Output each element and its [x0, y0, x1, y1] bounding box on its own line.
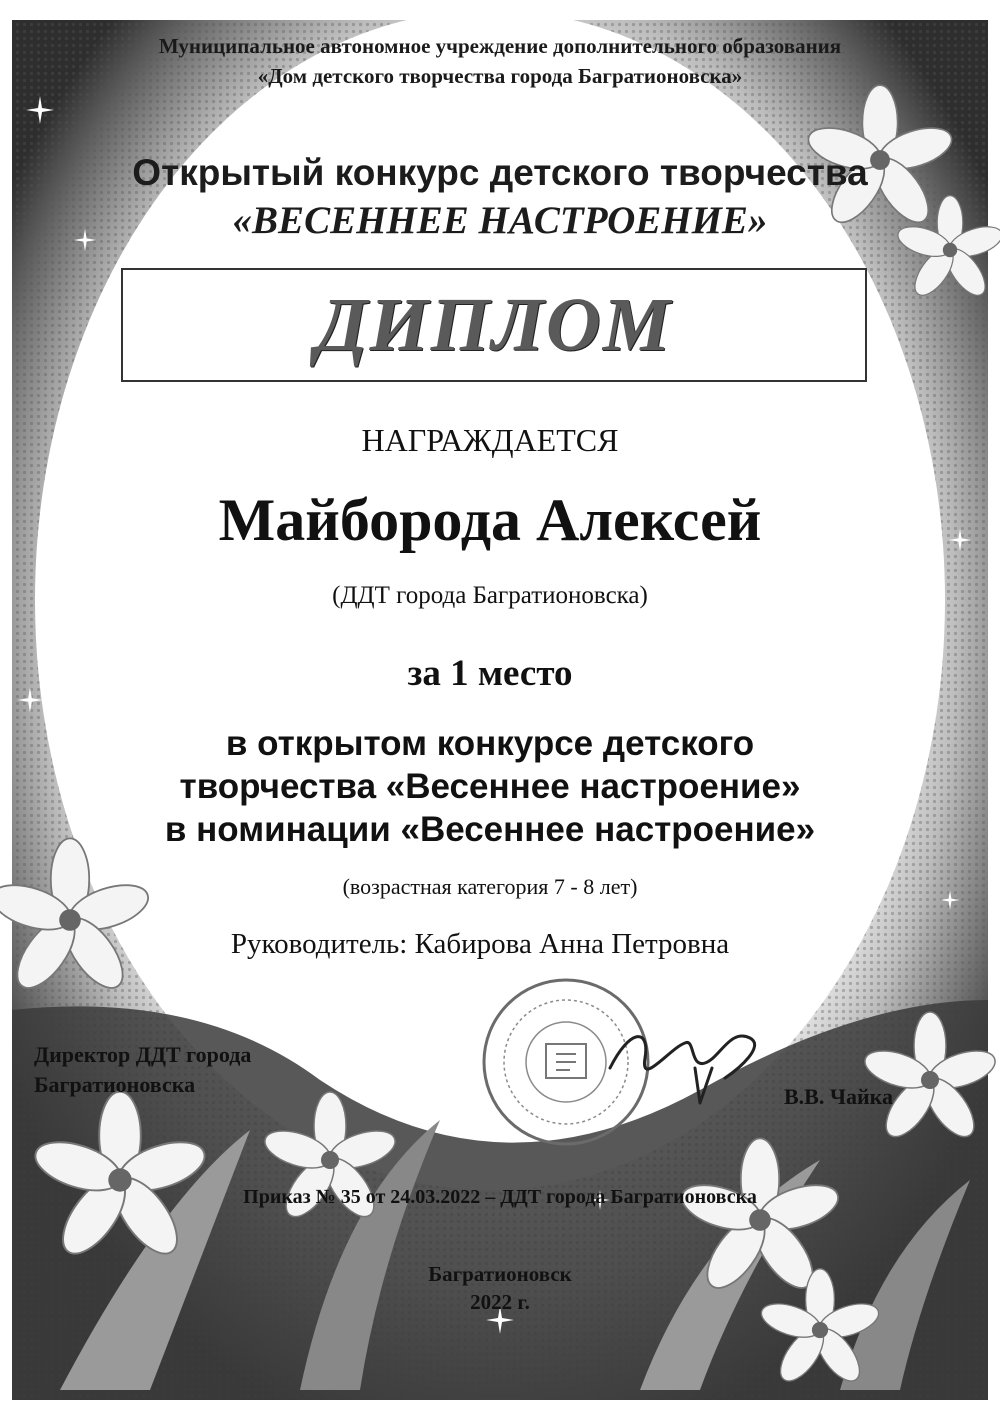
signature-icon — [600, 1008, 780, 1108]
organization-line-2: «Дом детского творчества города Багратионовска» — [257, 64, 743, 88]
leader-line: Руководитель: Кабирова Анна Петровна — [230, 928, 730, 960]
awarded-label: НАГРАЖДАЕТСЯ — [361, 422, 619, 458]
order-reference: Приказ № 35 от 24.03.2022 – ДДТ города Багратионовска — [243, 1186, 757, 1208]
diploma-title: ДИПЛОМ — [315, 283, 673, 367]
contest-description-line-3: в номинации «Весеннее настроение» — [164, 810, 816, 849]
city: Багратионовск — [428, 1262, 572, 1286]
director-title-line-1: Директор ДДТ города — [34, 1042, 252, 1067]
director-name: В.В. Чайка — [784, 1084, 894, 1109]
contest-name: «ВЕСЕННЕЕ НАСТРОЕНИЕ» — [232, 199, 768, 242]
age-category: (возрастная категория 7 - 8 лет) — [342, 874, 638, 899]
organization-line-1: Муниципальное автономное учреждение дополнительного образования — [158, 34, 842, 58]
recipient-name: Майборода Алексей — [218, 487, 762, 553]
year: 2022 г. — [470, 1290, 530, 1314]
contest-description-line-1: в открытом конкурсе детского — [225, 724, 755, 763]
contest-description-line-2: творчества «Весеннее настроение» — [179, 767, 801, 806]
contest-title: Открытый конкурс детского творчества — [132, 152, 868, 193]
director-title-line-2: Багратионовска — [34, 1072, 196, 1097]
recipient-organization: (ДДТ города Багратионовска) — [332, 582, 648, 609]
award-place: за 1 место — [407, 653, 573, 694]
